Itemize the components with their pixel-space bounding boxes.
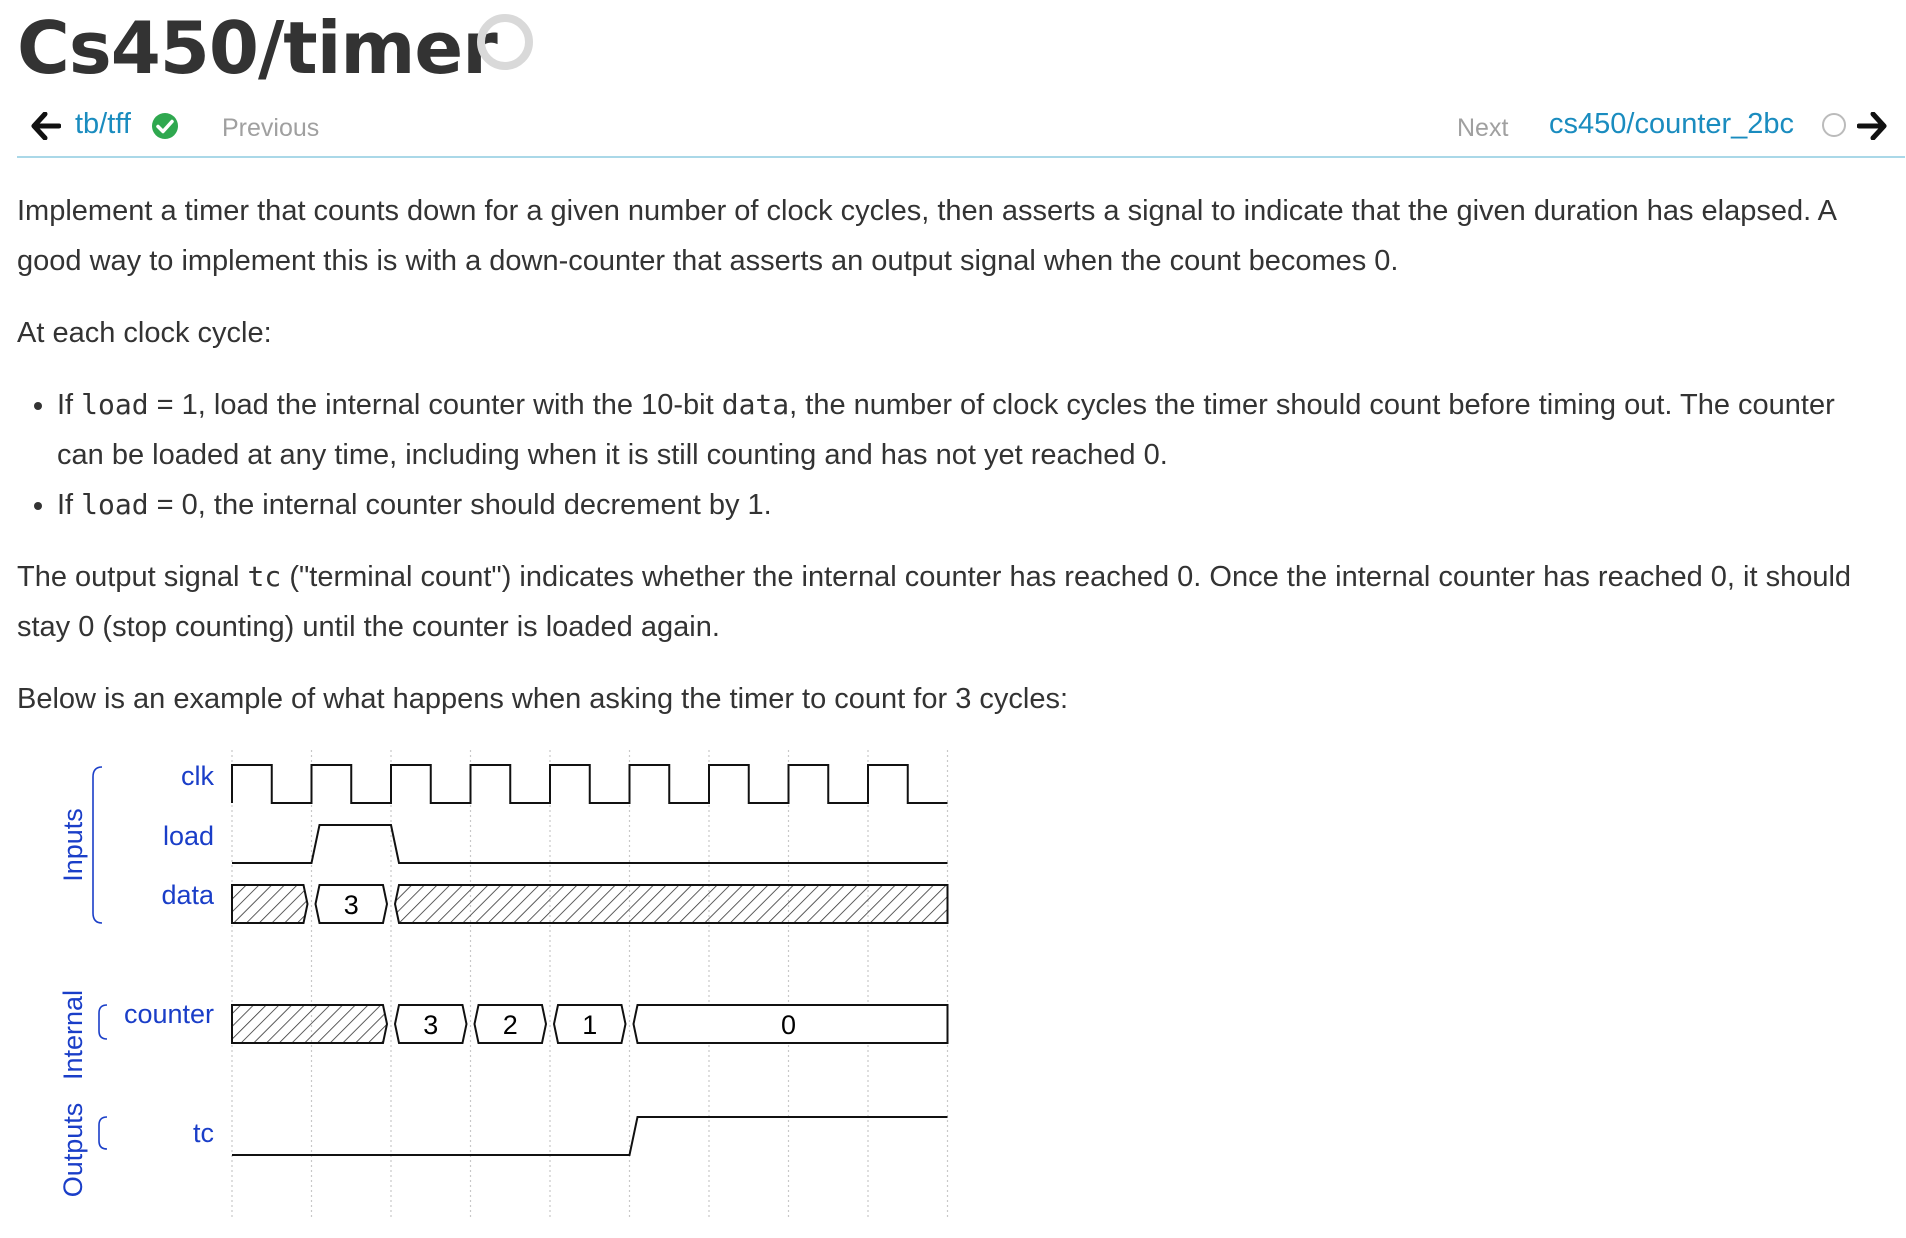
page-title: Cs450/timer [17, 6, 497, 90]
data-value: 3 [343, 890, 359, 920]
signal-label-tc: tc [192, 1118, 214, 1148]
rule-load-zero: • If load = 0, the internal counter should decrement by 1. [57, 480, 1887, 530]
example-intro: Below is an example of what happens when asking the timer to count for 3 cycles: [17, 683, 1069, 715]
signal-label-data: data [161, 880, 214, 910]
arrow-left-icon[interactable] [31, 112, 61, 145]
rule-load-one: • If load = 1, load the internal counter with the 10-bit data, the number of clock cycles the timer should count before timing out. The counter can be loaded at any time, including when it is still counting and has not yet reached 0. [57, 380, 1887, 480]
next-problem-link[interactable]: cs450/counter_2bc [1549, 108, 1795, 140]
group-label-inputs: Inputs [58, 808, 88, 882]
counter-value: 1 [582, 1010, 598, 1040]
arrow-right-icon[interactable] [1857, 112, 1887, 145]
group-label-outputs: Outputs [58, 1102, 88, 1198]
group-label-internal: Internal [58, 989, 88, 1081]
outputs-brace [99, 1117, 107, 1149]
counter-value: 3 [423, 1010, 439, 1040]
rule-list [17, 380, 1887, 530]
counter-value: 0 [780, 1010, 797, 1040]
signal-label-load: load [162, 821, 214, 851]
code-tc: tc [247, 560, 282, 593]
intro-paragraph: Implement a timer that counts down for a given number of clock cycles, then asserts a signal to indicate that the given duration has elapsed. A good way to implement this is with a down-counter that asserts an output signal when the count becomes 0. [17, 195, 1836, 277]
previous-label: Previous [222, 114, 320, 142]
data-segment [232, 885, 308, 923]
tc-wave [232, 1117, 948, 1155]
check-circle-icon [151, 112, 179, 145]
clk-wave [232, 765, 948, 803]
data-segment [395, 885, 948, 923]
problem-description [17, 186, 1887, 746]
next-label: Next [1457, 114, 1509, 142]
code-data: data [721, 388, 790, 421]
code-load: load [81, 488, 149, 521]
prev-problem-link[interactable]: tb/tff [75, 108, 131, 140]
tc-paragraph: The output signal tc ("terminal count") indicates whether the internal counter has reached 0. Once the internal counter has reached 0, it should stay 0 (stop counting) until the counter is loaded again. [17, 560, 1852, 643]
status-circle-icon [477, 14, 533, 70]
internal-brace [99, 1005, 107, 1039]
signal-label-clk: clk [181, 761, 214, 791]
counter-segment [232, 1005, 387, 1043]
inputs-brace [93, 767, 102, 923]
load-wave [232, 825, 948, 863]
counter-value: 2 [502, 1010, 518, 1040]
empty-circle-icon [1822, 113, 1846, 137]
waveforms [232, 765, 948, 1155]
code-load: load [81, 388, 149, 421]
clock-cycle-heading: At each clock cycle: [17, 317, 272, 349]
navigation-bar [17, 100, 1905, 158]
signal-label-counter: counter [123, 999, 214, 1029]
cycle-gridlines [232, 750, 948, 1220]
timing-diagram [42, 745, 962, 1225]
